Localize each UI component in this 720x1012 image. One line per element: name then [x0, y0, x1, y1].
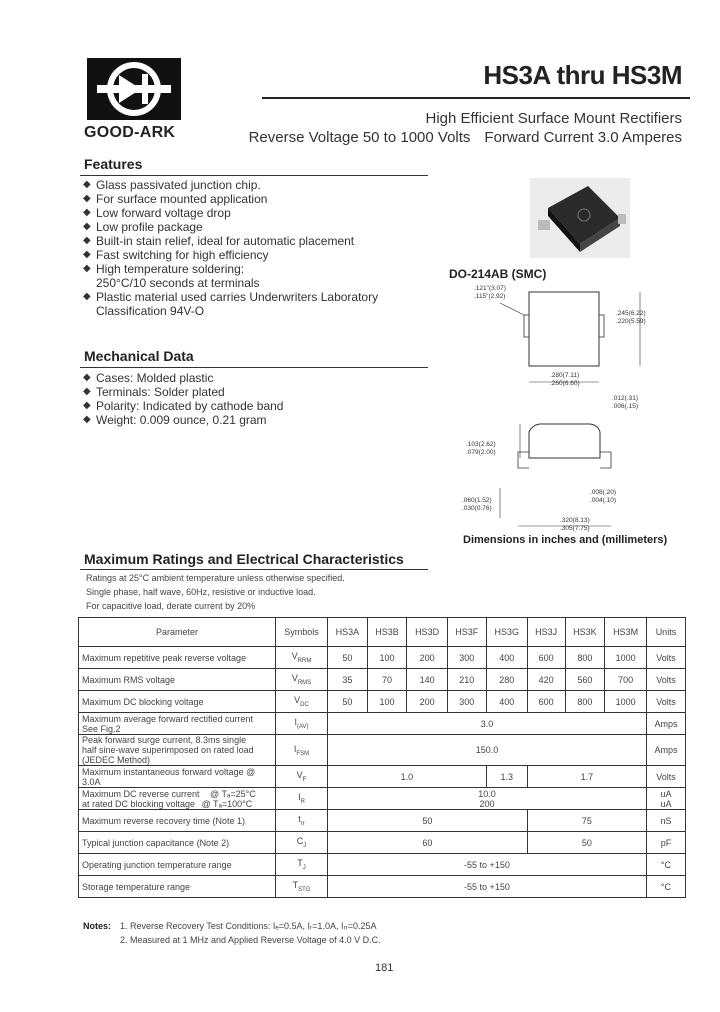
list-item: ◆ Weight: 0.009 ounce, 0.21 gram — [83, 413, 428, 427]
column-header: HS3G — [486, 618, 527, 647]
title-divider — [262, 97, 690, 99]
dim-label: .115"(2.92) — [474, 293, 506, 300]
column-header: HS3M — [605, 618, 647, 647]
list-item: ◆ Plastic material used carries Underwriters Laboratory Classification 94V-O — [83, 290, 428, 318]
features-divider — [80, 175, 428, 176]
mechanical-heading: Mechanical Data — [84, 348, 194, 364]
notes-label: Notes: — [83, 921, 112, 931]
forward-current-text: Forward Current 3.0 Amperes — [484, 129, 682, 146]
column-header: Symbols — [276, 618, 328, 647]
table-row: Maximum DC blocking voltage $V_{DC}$ 50 100 200 300 400 600 800 1000 Volts — [79, 691, 686, 713]
dimension-caption: Dimensions in inches and (millimeters) — [463, 534, 668, 546]
package-label: DO-214AB (SMC) — [449, 267, 547, 281]
column-header: HS3K — [565, 618, 605, 647]
dim-label: .030(0.76) — [462, 505, 492, 512]
list-item: ◆ Glass passivated junction chip. — [83, 178, 428, 192]
ratings-heading: Maximum Ratings and Electrical Characteristics — [84, 551, 404, 567]
column-header: Parameter — [79, 618, 276, 647]
diode-logo-icon — [87, 58, 181, 120]
note-item: 1. Reverse Recovery Test Conditions: Iₑ=0.5A, Iᵣ=1.0A, Iᵣᵣ=0.25A — [120, 921, 377, 931]
table-row: Typical junction capacitance (Note 2) $C_J$ 60 50 pF — [79, 832, 686, 854]
column-header: Units — [646, 618, 685, 647]
ratings-divider — [80, 569, 428, 570]
list-item: ◆ Low profile package — [83, 220, 428, 234]
column-header: HS3A — [328, 618, 368, 647]
note-item: 2. Measured at 1 MHz and Applied Reverse Voltage of 4.0 V D.C. — [120, 935, 381, 945]
dim-label: .245(6.22) — [616, 310, 646, 317]
dim-label: .305(7.75) — [560, 525, 590, 532]
table-row: Maximum repetitive peak reverse voltage $V_{RRM}$ 50 100 200 300 400 600 800 1000 Volts — [79, 647, 686, 669]
column-header: HS3J — [527, 618, 565, 647]
dim-label: .320(8.13) — [560, 517, 590, 524]
page-title: HS3A thru HS3M — [483, 60, 682, 90]
ratings-table — [78, 617, 686, 898]
dim-label: .079(2.00) — [466, 449, 496, 456]
dim-label: .012(.31) — [612, 395, 639, 402]
list-item: ◆ Cases: Molded plastic — [83, 371, 428, 385]
features-heading: Features — [84, 156, 143, 172]
column-header: HS3B — [367, 618, 407, 647]
list-item: ◆ For surface mounted application — [83, 192, 428, 206]
list-item: ◆ Low forward voltage drop — [83, 206, 428, 220]
mechanical-divider — [80, 367, 428, 368]
table-row: Peak forward surge current, 8.3ms single half sine-wave superimposed on rated load (JEDEC Method) $I_{FSM}$ 150.0 Amps — [79, 735, 686, 766]
mechanical-list — [83, 371, 428, 427]
dim-label: .260(6.60) — [550, 380, 580, 387]
list-item: ◆ Polarity: Indicated by cathode band — [83, 399, 428, 413]
company-logo — [87, 58, 181, 120]
dim-label: .060(1.52) — [462, 497, 492, 504]
list-item: ◆ Fast switching for high efficiency — [83, 248, 428, 262]
table-row: Maximum RMS voltage $V_{RMS}$ 35 70 140 210 280 420 560 700 Volts — [79, 669, 686, 691]
list-item: ◆ High temperature soldering: 250°C/10 seconds at terminals — [83, 262, 428, 290]
dim-label: .004(.10) — [590, 497, 617, 504]
ratings-summary — [249, 129, 682, 146]
table-row: Storage temperature range $T_{STG}$ -55 to +150 °C — [79, 876, 686, 898]
dim-label: .103(2.62) — [466, 441, 496, 448]
dim-label: .006(.15) — [612, 403, 639, 410]
table-row: Maximum DC reverse current @ Tₐ=25°C at rated DC blocking voltage @ Tₐ=100°C $I_R$ 10.0 200 uA uA — [79, 788, 686, 810]
page-number: 181 — [375, 962, 394, 974]
dim-label: .121"(3.07) — [474, 285, 506, 292]
reverse-voltage-text: Reverse Voltage 50 to 1000 Volts — [248, 129, 471, 146]
table-header-row — [79, 618, 686, 647]
column-header: HS3D — [407, 618, 447, 647]
dim-label: .280(7.11) — [550, 372, 580, 379]
column-header: HS3F — [447, 618, 486, 647]
table-row: Operating junction temperature range $T_J$ -55 to +150 °C — [79, 854, 686, 876]
package-photo — [530, 178, 630, 258]
ratings-note: For capacitive load, derate current by 20% — [86, 601, 256, 611]
list-item: ◆ Built-in stain relief, ideal for automatic placement — [83, 234, 428, 248]
features-list — [83, 178, 428, 318]
table-row: Maximum reverse recovery time (Note 1) $t_{rr}$ 50 75 nS — [79, 810, 686, 832]
table-row: Maximum instantaneous forward voltage @ 3.0A $V_F$ 1.0 1.3 1.7 Volts — [79, 766, 686, 788]
table-row: Maximum average forward rectified current See Fig.2 $I_{(AV)}$ 3.0 Amps — [79, 713, 686, 735]
company-name: GOOD-ARK — [84, 124, 176, 141]
dimension-drawing — [440, 278, 690, 540]
list-item: ◆ Terminals: Solder plated — [83, 385, 428, 399]
dim-label: .220(5.59) — [616, 318, 646, 325]
dim-label: .008(.20) — [590, 489, 617, 496]
ratings-note: Single phase, half wave, 60Hz, resistive or inductive load. — [86, 587, 316, 597]
product-subtitle: High Efficient Surface Mount Rectifiers — [425, 110, 682, 127]
ratings-note: Ratings at 25°C ambient temperature unless otherwise specified. — [86, 573, 345, 583]
